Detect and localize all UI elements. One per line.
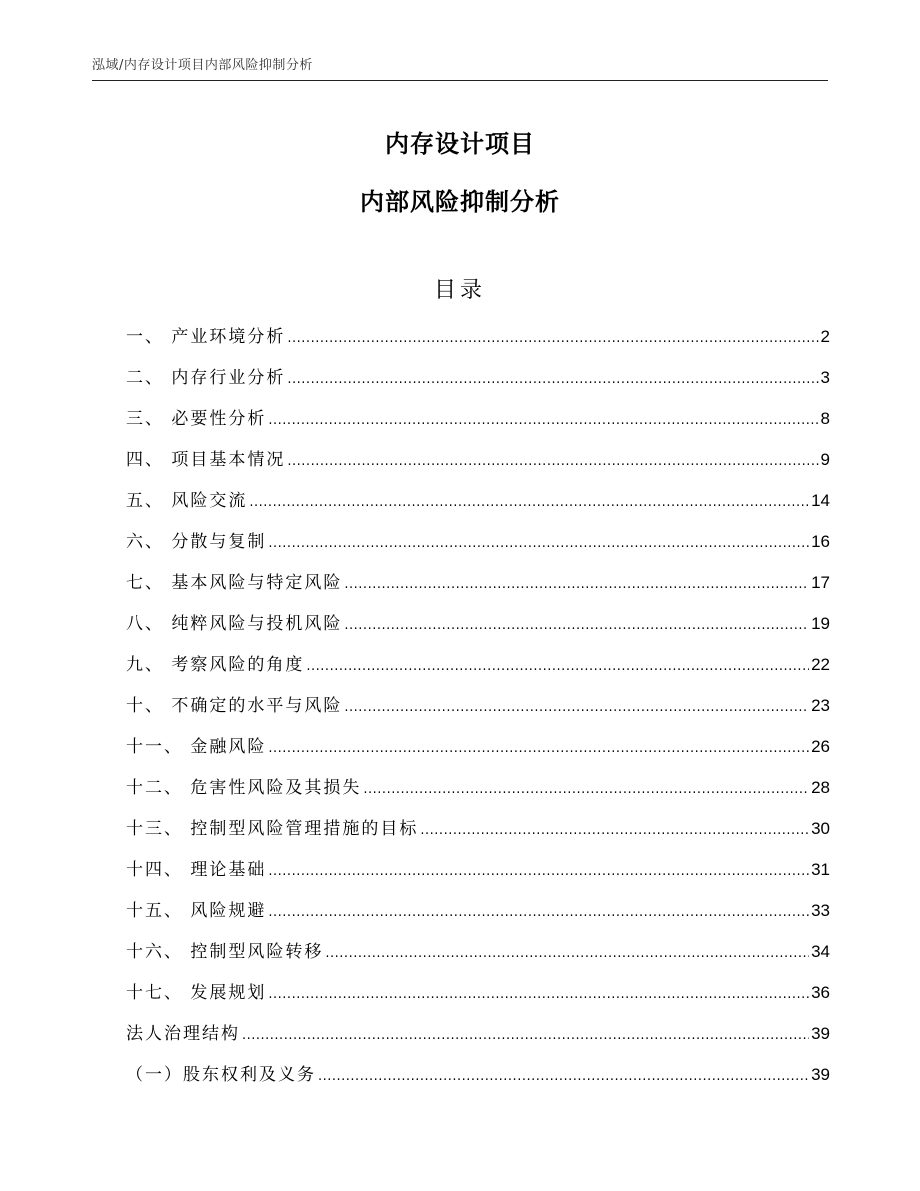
toc-entry-label: 十五、 风险规避	[126, 901, 267, 921]
toc-entry-label: 九、 考察风险的角度	[126, 655, 305, 675]
toc-entry[interactable]	[126, 694, 830, 735]
toc-entry[interactable]	[126, 1063, 830, 1104]
toc-page-number: 34	[811, 942, 830, 961]
toc-page-number: 39	[811, 1024, 830, 1043]
toc-page-number: 22	[811, 655, 830, 674]
toc-entry-label: 四、 项目基本情况	[126, 450, 286, 470]
toc-dot-leader	[268, 737, 809, 761]
toc-entry[interactable]	[126, 612, 830, 653]
toc-page-number: 3	[820, 368, 830, 387]
toc-entry[interactable]	[126, 981, 830, 1022]
toc-entry[interactable]	[126, 735, 830, 776]
document-title-line-1: 内存设计项目	[385, 130, 535, 158]
toc-entry-label: 七、 基本风险与特定风险	[126, 573, 343, 593]
toc-dot-leader	[287, 368, 818, 392]
toc-dot-leader	[268, 901, 809, 925]
toc-dot-leader	[306, 655, 809, 679]
toc-entry[interactable]	[126, 858, 830, 899]
toc-heading: 目录	[433, 278, 486, 303]
toc-dot-leader	[325, 942, 809, 966]
toc-dot-leader	[268, 409, 818, 433]
toc-dot-leader	[249, 491, 809, 515]
toc-entry-label: 五、 风险交流	[126, 491, 248, 511]
toc-page-number: 31	[811, 860, 830, 879]
toc-page-number: 8	[820, 409, 830, 428]
toc-entry[interactable]	[126, 448, 830, 489]
toc-page-number: 14	[811, 491, 830, 510]
toc-entry[interactable]	[126, 899, 830, 940]
toc-entry-label: 六、 分散与复制	[126, 532, 267, 552]
toc-entry-label: 八、 纯粹风险与投机风险	[126, 614, 343, 634]
toc-page-number: 28	[811, 778, 830, 797]
toc-dot-leader	[268, 983, 809, 1007]
toc-dot-leader	[344, 614, 809, 638]
toc-entry[interactable]	[126, 940, 830, 981]
toc-entry[interactable]	[126, 817, 830, 858]
toc-entry-label: 十二、 危害性风险及其损失	[126, 778, 362, 798]
toc-page-number: 9	[820, 450, 830, 469]
toc-entry[interactable]	[126, 489, 830, 530]
toc-entry-label: 十、 不确定的水平与风险	[126, 696, 343, 716]
document-title-line-2: 内部风险抑制分析	[360, 188, 560, 216]
toc-entry-label: 一、 产业环境分析	[126, 327, 286, 347]
toc-dot-leader	[363, 778, 809, 802]
toc-entry[interactable]	[126, 1022, 830, 1063]
toc-entry-label: 十三、 控制型风险管理措施的目标	[126, 819, 419, 839]
toc-dot-leader	[344, 573, 809, 597]
toc-entry-label: 法人治理结构	[126, 1024, 240, 1044]
running-header: 泓域/内存设计项目内部风险抑制分析	[92, 58, 313, 73]
toc-dot-leader	[420, 819, 809, 843]
header-divider	[92, 80, 828, 81]
toc-dot-leader	[344, 696, 809, 720]
toc-entry[interactable]	[126, 776, 830, 817]
toc-page-number: 33	[811, 901, 830, 920]
toc-dot-leader	[242, 1024, 809, 1048]
toc-entry[interactable]	[126, 407, 830, 448]
table-of-contents	[126, 325, 830, 1104]
toc-entry[interactable]	[126, 530, 830, 571]
toc-entry[interactable]	[126, 366, 830, 407]
toc-page-number: 30	[811, 819, 830, 838]
toc-entry[interactable]	[126, 653, 830, 694]
toc-entry[interactable]	[126, 571, 830, 612]
toc-page-number: 16	[811, 532, 830, 551]
toc-entry-label: 十七、 发展规划	[126, 983, 267, 1003]
toc-entry-label: 三、 必要性分析	[126, 409, 267, 429]
toc-dot-leader	[318, 1065, 809, 1089]
toc-page-number: 19	[811, 614, 830, 633]
toc-entry-label: 十一、 金融风险	[126, 737, 267, 757]
toc-page-number: 36	[811, 983, 830, 1002]
toc-entry-label: （一）股东权利及义务	[126, 1065, 316, 1085]
toc-page-number: 2	[820, 327, 830, 346]
toc-page-number: 23	[811, 696, 830, 715]
toc-page-number: 39	[811, 1065, 830, 1084]
toc-dot-leader	[287, 327, 818, 351]
toc-page-number: 17	[811, 573, 830, 592]
toc-dot-leader	[268, 860, 809, 884]
toc-page-number: 26	[811, 737, 830, 756]
toc-entry-label: 二、 内存行业分析	[126, 368, 286, 388]
toc-entry-label: 十六、 控制型风险转移	[126, 942, 324, 962]
toc-dot-leader	[287, 450, 818, 474]
toc-entry[interactable]	[126, 325, 830, 366]
toc-dot-leader	[268, 532, 809, 556]
toc-entry-label: 十四、 理论基础	[126, 860, 267, 880]
